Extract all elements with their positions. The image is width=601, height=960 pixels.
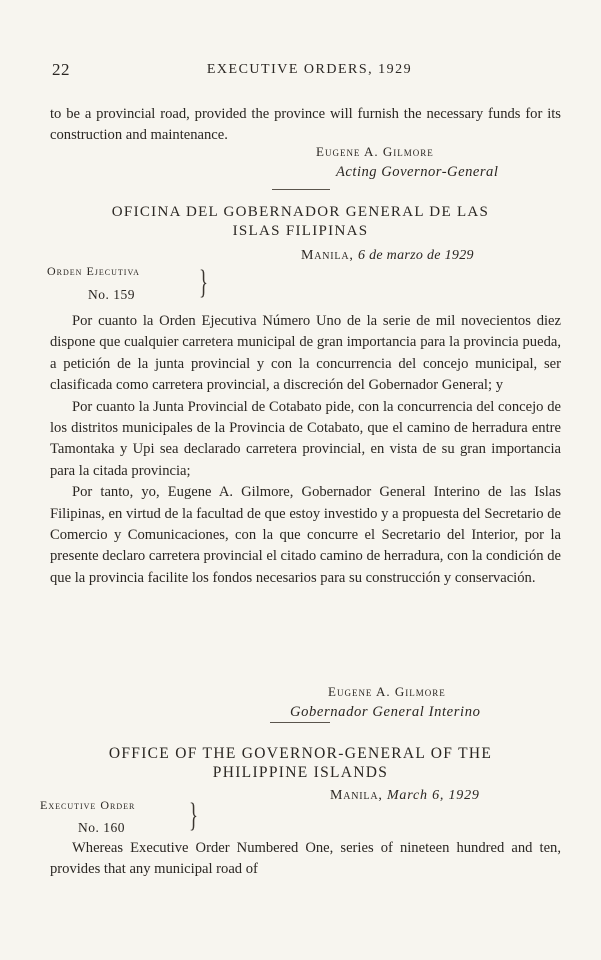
brace-icon: } [189, 797, 198, 834]
spanish-paragraph: Por cuanto la Junta Provincial de Cotabato pide, con la concurrencia del concejo de los distritos municipales de la Provincia de Cotabato, que el camino de herradura entre Tamontaka y Upi sea declarado carretera provincial, en vista de su gran importancia para la citada provincia; [50, 398, 561, 479]
english-paragraph: Whereas Executive Order Numbered One, series of nineteen hundred and ten, provides that any municipal road of [50, 840, 561, 878]
previous-order-signature-title: Acting Governor-General [336, 164, 499, 180]
english-date: March 6, 1929 [386, 788, 480, 803]
spanish-office-line1: OFICINA DEL GOBERNADOR GENERAL DE LAS [111, 204, 490, 220]
spanish-paragraph: Por cuanto la Orden Ejecutiva Número Uno de la serie de mil novecientos diez dispone que cualquier carretera municipal de gran importancia para la provincia pueda, a petición de la junta provincial y con la concurrencia del concejo municipal, ser clasificada como carretera provincial, a discreción del Gobernador General; y [50, 313, 561, 394]
spanish-order-body [50, 311, 561, 589]
spanish-order-label: Orden Ejecutiva [47, 264, 140, 278]
spanish-signature-title: Gobernador General Interino [290, 704, 481, 720]
spanish-office-heading [40, 203, 561, 241]
english-dateline [330, 788, 480, 804]
previous-order-closing-text: to be a provincial road, provided the province will furnish the necessary funds for its construction and maintenance. [50, 106, 561, 144]
spanish-order-number: No. 159 [88, 287, 135, 302]
page-number: 22 [52, 60, 70, 79]
english-order-label: Executive Order [40, 798, 136, 812]
previous-order-signature-name: Eugene A. Gilmore [316, 144, 434, 159]
spanish-date-place: Manila, [301, 248, 354, 263]
english-order-number: No. 160 [78, 820, 125, 835]
english-office-heading [40, 744, 561, 782]
english-date-place: Manila, [330, 788, 383, 803]
english-office-line2: PHILIPPINE ISLANDS [212, 764, 389, 781]
section-divider [270, 722, 330, 723]
section-divider [272, 189, 330, 190]
brace-icon: } [199, 264, 208, 301]
english-order-body [50, 838, 561, 881]
spanish-dateline [301, 248, 474, 264]
spanish-date: 6 de marzo de 1929 [357, 248, 474, 263]
spanish-signature-name: Eugene A. Gilmore [328, 684, 446, 699]
spanish-office-line2: ISLAS FILIPINAS [232, 223, 369, 239]
spanish-paragraph: Por tanto, yo, Eugene A. Gilmore, Gobernador General Interino de las Islas Filipinas, en virtud de la facultad de que estoy investido y a propuesta del Secretario de Comercio y Comunicaciones, con la que concurre el Secretario del Interior, por la presente declaro carretera provincial el citado camino de herradura, con la condición de que la provincia facilite los fondos necesarios para su construcción y conservación. [50, 484, 561, 586]
running-title: EXECUTIVE ORDERS, 1929 [206, 62, 413, 77]
english-office-line1: OFFICE OF THE GOVERNOR-GENERAL OF THE [108, 745, 493, 762]
